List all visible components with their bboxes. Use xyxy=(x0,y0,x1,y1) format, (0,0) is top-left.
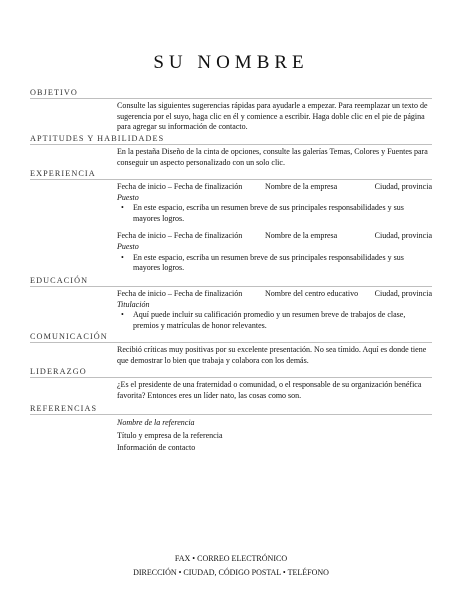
education-degree[interactable]: Titulación xyxy=(117,299,150,309)
referencias-body xyxy=(117,417,432,455)
job-row xyxy=(117,182,432,193)
job-row xyxy=(117,231,432,242)
aptitudes-text[interactable]: En la pestaña Diseño de la cinta de opciones, consulte las galerías Temas, Colores y Fuentes para conseguir un aspecto personalizado con un solo clic. xyxy=(117,147,428,167)
section-heading-aptitudes[interactable]: APTITUDES Y HABILIDADES xyxy=(30,134,432,145)
section-experiencia xyxy=(30,169,432,274)
job-bullets xyxy=(117,203,432,224)
section-heading-referencias[interactable]: REFERENCIAS xyxy=(30,404,432,415)
section-heading-liderazgo[interactable]: LIDERAZGO xyxy=(30,367,432,378)
job-dates[interactable]: Fecha de inicio – Fecha de finalización xyxy=(117,231,243,241)
job-bullets xyxy=(117,253,432,274)
job-location[interactable]: Ciudad, provincia xyxy=(374,182,432,191)
section-heading-educacion[interactable]: EDUCACIÓN xyxy=(30,276,432,287)
footer xyxy=(0,552,462,580)
education-bullets xyxy=(117,310,432,331)
education-location[interactable]: Ciudad, provincia xyxy=(374,289,432,298)
job-bullet[interactable]: • En este espacio, escriba un resumen breve de sus principales responsabilidades y sus mayores logros. xyxy=(117,253,432,274)
job-position[interactable]: Puesto xyxy=(117,241,139,251)
education-dates[interactable]: Fecha de inicio – Fecha de finalización xyxy=(117,289,243,298)
footer-line-fax-email[interactable]: FAX • CORREO ELECTRÓNICO xyxy=(174,554,288,563)
section-referencias xyxy=(30,404,432,455)
experiencia-body xyxy=(117,182,432,274)
footer-line-address[interactable]: DIRECCIÓN • CIUDAD, CÓDIGO POSTAL • TELÉFONO xyxy=(133,568,329,577)
section-aptitudes xyxy=(30,134,432,168)
section-heading-experiencia[interactable]: EXPERIENCIA xyxy=(30,169,432,180)
job-bullet[interactable]: • En este espacio, escriba un resumen breve de sus principales responsabilidades y sus mayores logros. xyxy=(117,203,432,224)
liderazgo-text[interactable]: ¿Es el presidente de una fraternidad o comunidad, o el responsable de su organización benéfica favorita? Entonces eres un líder nato, las cosas como son. xyxy=(117,380,422,400)
section-heading-comunicacion[interactable]: COMUNICACIÓN xyxy=(30,332,432,343)
section-comunicacion xyxy=(30,332,432,366)
reference-contact[interactable]: Información de contacto xyxy=(117,443,196,452)
job-location[interactable]: Ciudad, provincia xyxy=(374,231,432,241)
reference-title[interactable]: Título y empresa de la referencia xyxy=(117,430,223,440)
education-school[interactable]: Nombre del centro educativo xyxy=(265,289,359,298)
job-position[interactable]: Puesto xyxy=(117,192,139,202)
section-heading-objetivo[interactable]: OBJETIVO xyxy=(30,88,432,99)
section-educacion xyxy=(30,276,432,331)
reference-name[interactable]: Nombre de la referencia xyxy=(117,418,195,427)
education-bullet[interactable]: • Aquí puede incluir su calificación promedio y un resumen breve de trabajos de clase, premios y matrículas de honor relevantes. xyxy=(117,310,432,331)
resume-name[interactable]: SU NOMBRE xyxy=(153,52,309,73)
education-row xyxy=(117,289,432,300)
objetivo-text[interactable]: Consulte las siguientes sugerencias rápidas para ayudarle a empezar. Para reemplazar un texto de sugerencia por el suyo, haga clic en él y comience a escribir. Haga doble clic en el pie de página para agregar su información de contacto. xyxy=(117,101,428,132)
educacion-body xyxy=(117,289,432,331)
section-objetivo xyxy=(30,88,432,133)
job-company[interactable]: Nombre de la empresa xyxy=(265,182,338,191)
job-company[interactable]: Nombre de la empresa xyxy=(265,231,338,241)
comunicacion-text[interactable]: Recibió críticas muy positivas por su excelente presentación. No sea tímido. Aquí es donde tiene que demostrar lo bien que trabaja y colabora con los demás. xyxy=(117,345,427,365)
job-dates[interactable]: Fecha de inicio – Fecha de finalización xyxy=(117,182,243,191)
section-liderazgo xyxy=(30,367,432,401)
